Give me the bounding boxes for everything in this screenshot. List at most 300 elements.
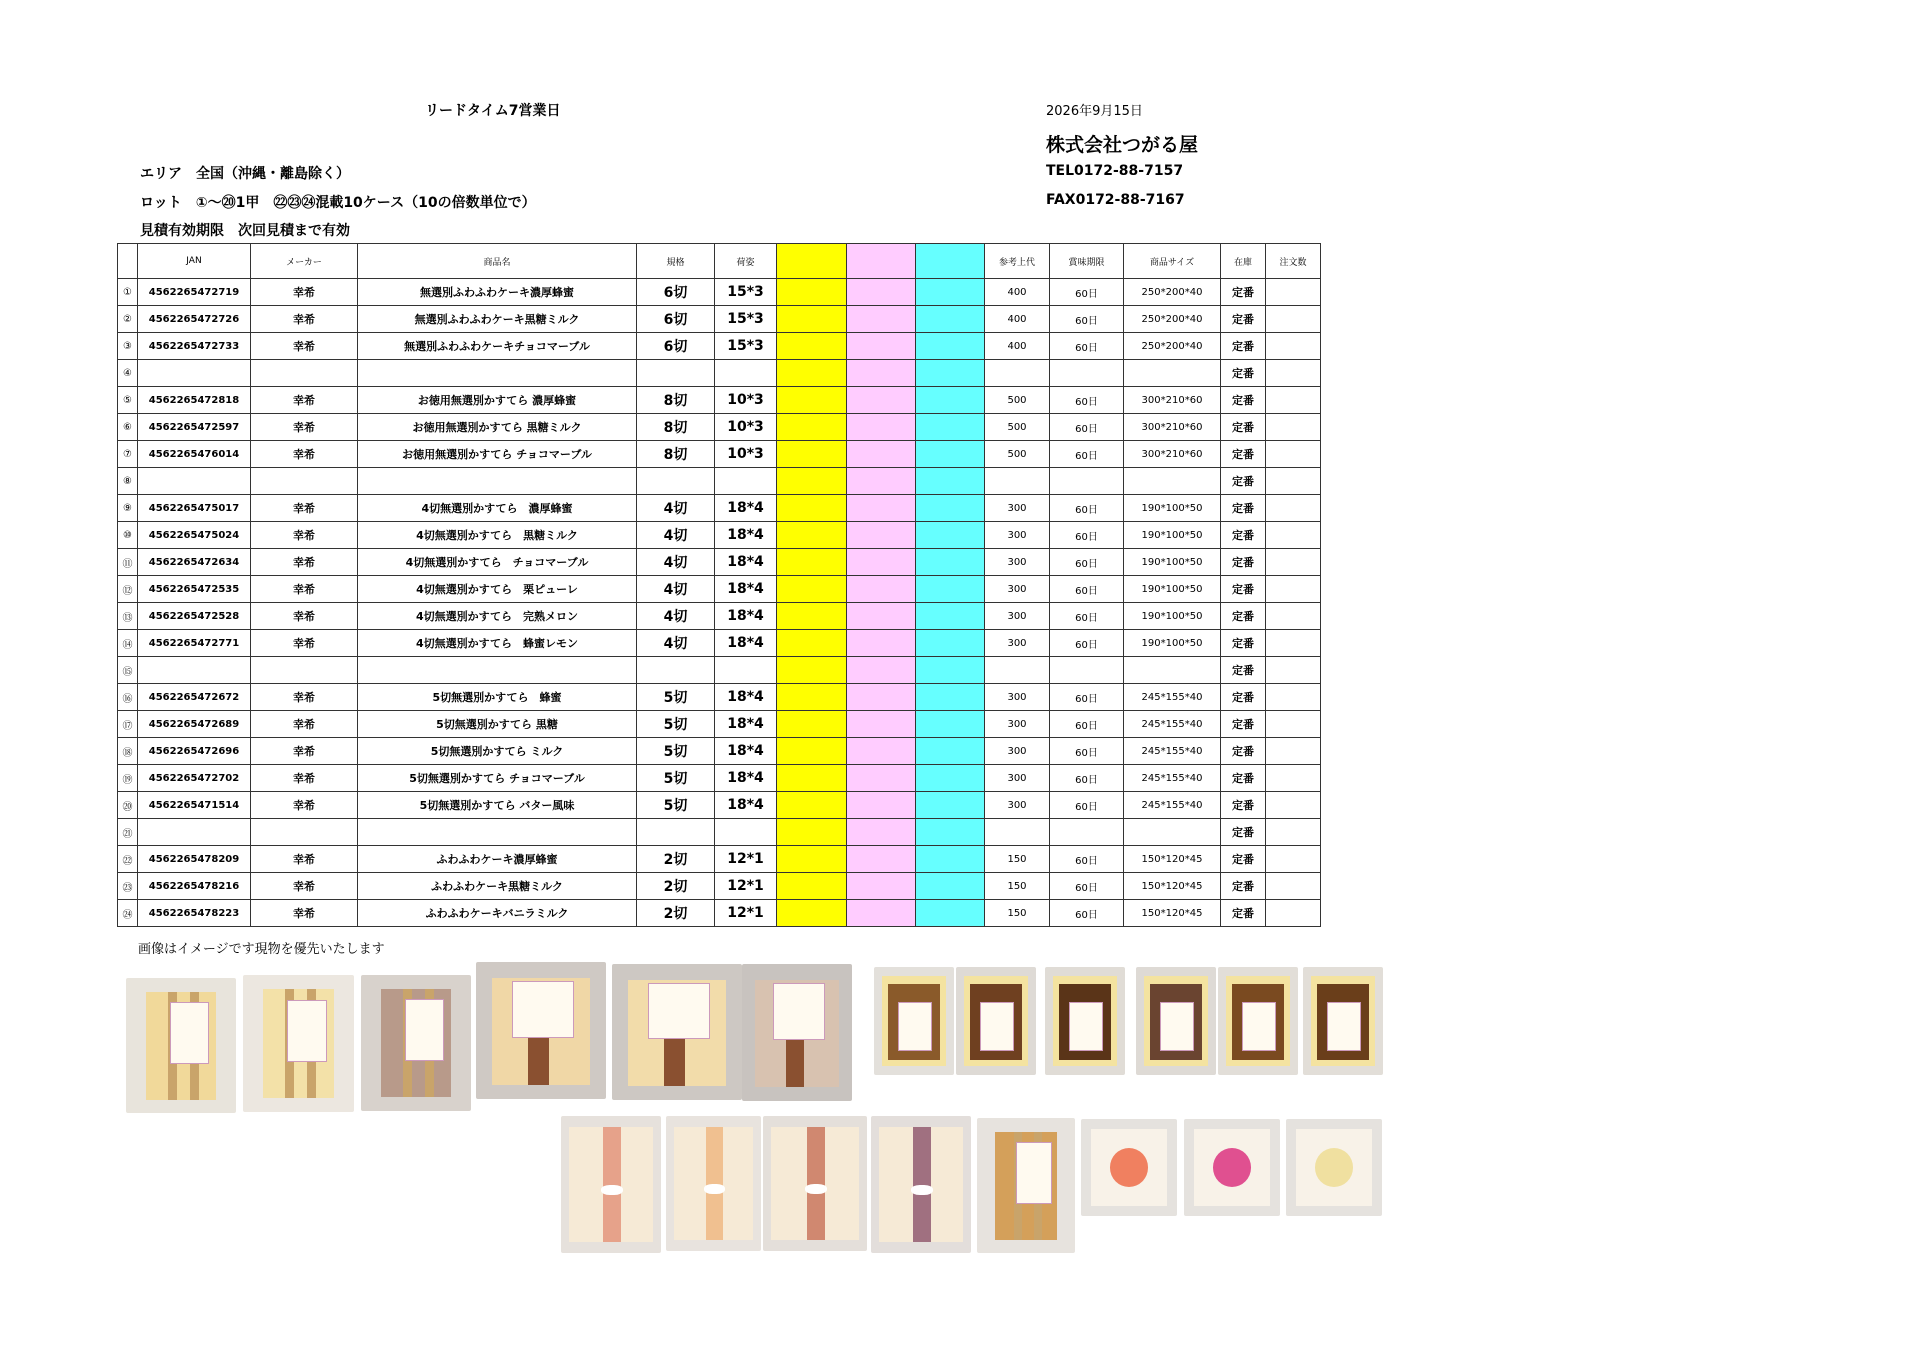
row-number: ⑲ xyxy=(118,765,138,792)
color-cell-cyan xyxy=(916,576,985,603)
color-cell-yellow xyxy=(777,279,847,306)
reference-price: 150 xyxy=(985,846,1050,873)
reference-price xyxy=(985,468,1050,495)
color-cell-yellow xyxy=(777,441,847,468)
order-quantity[interactable] xyxy=(1266,387,1321,414)
table-row xyxy=(118,657,1321,684)
product-name: 5切無選別かすてら 黒糖 xyxy=(358,711,637,738)
stock-status: 定番 xyxy=(1221,603,1266,630)
product-photo xyxy=(361,975,471,1111)
jan-code: 4562265472818 xyxy=(138,387,251,414)
product-photo xyxy=(1045,967,1125,1075)
color-cell-cyan xyxy=(916,387,985,414)
table-row xyxy=(118,495,1321,522)
product-size: 190*100*50 xyxy=(1124,603,1221,630)
pack: 18*4 xyxy=(715,684,777,711)
row-number: ⑦ xyxy=(118,441,138,468)
reference-price: 300 xyxy=(985,549,1050,576)
color-cell-yellow xyxy=(777,549,847,576)
row-number: ⑯ xyxy=(118,684,138,711)
color-cell-pink xyxy=(847,522,916,549)
product-photo xyxy=(1081,1119,1177,1216)
reference-price: 300 xyxy=(985,630,1050,657)
expiry: 60日 xyxy=(1050,441,1124,468)
color-cell-cyan xyxy=(916,657,985,684)
jan-code: 4562265472672 xyxy=(138,684,251,711)
expiry: 60日 xyxy=(1050,549,1124,576)
product-name xyxy=(358,819,637,846)
reference-price: 300 xyxy=(985,522,1050,549)
color-cell-cyan xyxy=(916,549,985,576)
jan-code: 4562265472634 xyxy=(138,549,251,576)
color-cell-pink xyxy=(847,603,916,630)
color-cell-cyan xyxy=(916,468,985,495)
product-name xyxy=(358,468,637,495)
color-cell-cyan xyxy=(916,765,985,792)
product-photo xyxy=(874,967,954,1075)
lead-time: リードタイム7営業日 xyxy=(425,103,561,119)
product-name: お徳用無選別かすてら 濃厚蜂蜜 xyxy=(358,387,637,414)
row-number: ⑫ xyxy=(118,576,138,603)
order-quantity[interactable] xyxy=(1266,441,1321,468)
reference-price xyxy=(985,360,1050,387)
expiry: 60日 xyxy=(1050,495,1124,522)
row-number: ⑩ xyxy=(118,522,138,549)
product-name: 4切無選別かすてら 黒糖ミルク xyxy=(358,522,637,549)
maker: 幸希 xyxy=(251,441,358,468)
pack: 10*3 xyxy=(715,387,777,414)
col-header-jan: JAN xyxy=(138,244,251,279)
product-photo xyxy=(1218,967,1298,1075)
product-photo xyxy=(126,978,236,1113)
pack: 18*4 xyxy=(715,711,777,738)
expiry: 60日 xyxy=(1050,630,1124,657)
order-quantity[interactable] xyxy=(1266,765,1321,792)
color-cell-yellow xyxy=(777,819,847,846)
reference-price xyxy=(985,657,1050,684)
row-number: ② xyxy=(118,306,138,333)
product-size: 245*155*40 xyxy=(1124,792,1221,819)
product-name: 5切無選別かすてら チョコマーブル xyxy=(358,765,637,792)
maker: 幸希 xyxy=(251,333,358,360)
pack: 12*1 xyxy=(715,873,777,900)
reference-price: 300 xyxy=(985,765,1050,792)
color-cell-yellow xyxy=(777,684,847,711)
spec: 2切 xyxy=(637,846,715,873)
order-quantity[interactable] xyxy=(1266,846,1321,873)
expiry: 60日 xyxy=(1050,522,1124,549)
color-cell-yellow xyxy=(777,792,847,819)
pack: 18*4 xyxy=(715,522,777,549)
spec: 2切 xyxy=(637,873,715,900)
product-name: 4切無選別かすてら 蜂蜜レモン xyxy=(358,630,637,657)
col-header-spec: 規格 xyxy=(637,244,715,279)
expiry: 60日 xyxy=(1050,387,1124,414)
table-row xyxy=(118,549,1321,576)
reference-price: 400 xyxy=(985,279,1050,306)
table-row xyxy=(118,360,1321,387)
color-cell-pink xyxy=(847,549,916,576)
order-quantity[interactable] xyxy=(1266,333,1321,360)
col-header-expiry: 賞味期限 xyxy=(1050,244,1124,279)
maker: 幸希 xyxy=(251,684,358,711)
order-quantity[interactable] xyxy=(1266,360,1321,387)
jan-code: 4562265472726 xyxy=(138,306,251,333)
order-quantity[interactable] xyxy=(1266,630,1321,657)
product-size: 245*155*40 xyxy=(1124,684,1221,711)
jan-code: 4562265472535 xyxy=(138,576,251,603)
product-name: お徳用無選別かすてら チョコマーブル xyxy=(358,441,637,468)
row-number: ④ xyxy=(118,360,138,387)
spec: 5切 xyxy=(637,738,715,765)
expiry: 60日 xyxy=(1050,576,1124,603)
order-quantity[interactable] xyxy=(1266,873,1321,900)
product-size: 300*210*60 xyxy=(1124,441,1221,468)
spec: 5切 xyxy=(637,684,715,711)
order-quantity[interactable] xyxy=(1266,306,1321,333)
col-header-pink xyxy=(847,244,916,279)
col-header-yellow xyxy=(777,244,847,279)
product-photo xyxy=(561,1116,661,1253)
stock-status: 定番 xyxy=(1221,468,1266,495)
reference-price xyxy=(985,819,1050,846)
order-quantity[interactable] xyxy=(1266,792,1321,819)
pack: 15*3 xyxy=(715,306,777,333)
pack: 18*4 xyxy=(715,576,777,603)
col-header-order: 注文数 xyxy=(1266,244,1321,279)
row-number: ⑰ xyxy=(118,711,138,738)
table-row xyxy=(118,603,1321,630)
stock-status: 定番 xyxy=(1221,522,1266,549)
row-number: ③ xyxy=(118,333,138,360)
reference-price: 500 xyxy=(985,414,1050,441)
spec: 4切 xyxy=(637,630,715,657)
color-cell-yellow xyxy=(777,387,847,414)
table-row xyxy=(118,792,1321,819)
color-cell-cyan xyxy=(916,360,985,387)
product-photo xyxy=(476,962,606,1099)
table-row xyxy=(118,765,1321,792)
product-name xyxy=(358,657,637,684)
color-cell-yellow xyxy=(777,360,847,387)
row-number: ㉓ xyxy=(118,873,138,900)
product-name: 無選別ふわふわケーキ濃厚蜂蜜 xyxy=(358,279,637,306)
spec: 6切 xyxy=(637,306,715,333)
row-number: ⑱ xyxy=(118,738,138,765)
col-header-pack: 荷姿 xyxy=(715,244,777,279)
product-size: 245*155*40 xyxy=(1124,711,1221,738)
color-cell-yellow xyxy=(777,603,847,630)
order-quantity[interactable] xyxy=(1266,549,1321,576)
color-cell-pink xyxy=(847,846,916,873)
spec: 5切 xyxy=(637,711,715,738)
pack: 10*3 xyxy=(715,441,777,468)
maker: 幸希 xyxy=(251,549,358,576)
spec: 8切 xyxy=(637,441,715,468)
expiry: 60日 xyxy=(1050,279,1124,306)
spec: 2切 xyxy=(637,900,715,927)
expiry xyxy=(1050,360,1124,387)
stock-status: 定番 xyxy=(1221,846,1266,873)
product-size xyxy=(1124,468,1221,495)
pack: 12*1 xyxy=(715,900,777,927)
spec xyxy=(637,468,715,495)
order-quantity[interactable] xyxy=(1266,576,1321,603)
table-row xyxy=(118,441,1321,468)
spec: 5切 xyxy=(637,765,715,792)
color-cell-cyan xyxy=(916,819,985,846)
stock-status: 定番 xyxy=(1221,738,1266,765)
product-size: 245*155*40 xyxy=(1124,738,1221,765)
row-number: ① xyxy=(118,279,138,306)
jan-code xyxy=(138,657,251,684)
product-name: 5切無選別かすてら 蜂蜜 xyxy=(358,684,637,711)
stock-status: 定番 xyxy=(1221,684,1266,711)
color-cell-yellow xyxy=(777,495,847,522)
reference-price: 300 xyxy=(985,684,1050,711)
stock-status: 定番 xyxy=(1221,333,1266,360)
color-cell-cyan xyxy=(916,684,985,711)
col-header-name: 商品名 xyxy=(358,244,637,279)
color-cell-pink xyxy=(847,576,916,603)
product-size: 190*100*50 xyxy=(1124,495,1221,522)
product-photo xyxy=(612,964,742,1100)
order-quantity[interactable] xyxy=(1266,738,1321,765)
order-quantity[interactable] xyxy=(1266,522,1321,549)
product-photo xyxy=(1286,1119,1382,1216)
product-name xyxy=(358,360,637,387)
maker: 幸希 xyxy=(251,279,358,306)
pack: 18*4 xyxy=(715,630,777,657)
product-name: 無選別ふわふわケーキ黒糖ミルク xyxy=(358,306,637,333)
reference-price: 150 xyxy=(985,873,1050,900)
area: エリア 全国（沖縄・離島除く） xyxy=(140,166,350,182)
expiry xyxy=(1050,819,1124,846)
color-cell-cyan xyxy=(916,495,985,522)
order-quantity[interactable] xyxy=(1266,684,1321,711)
pack: 15*3 xyxy=(715,279,777,306)
table-row xyxy=(118,846,1321,873)
color-cell-pink xyxy=(847,819,916,846)
stock-status: 定番 xyxy=(1221,279,1266,306)
color-cell-cyan xyxy=(916,603,985,630)
product-size: 150*120*45 xyxy=(1124,873,1221,900)
expiry: 60日 xyxy=(1050,900,1124,927)
expiry: 60日 xyxy=(1050,306,1124,333)
jan-code: 4562265472528 xyxy=(138,603,251,630)
stock-status: 定番 xyxy=(1221,549,1266,576)
lot: ロット ①～⑳1甲 ㉒㉓㉔混載10ケース（10の倍数単位で） xyxy=(140,195,536,211)
jan-code xyxy=(138,819,251,846)
product-name: 4切無選別かすてら 完熟メロン xyxy=(358,603,637,630)
stock-status: 定番 xyxy=(1221,657,1266,684)
product-size: 300*210*60 xyxy=(1124,387,1221,414)
pack: 18*4 xyxy=(715,495,777,522)
color-cell-pink xyxy=(847,306,916,333)
table-row xyxy=(118,711,1321,738)
color-cell-yellow xyxy=(777,846,847,873)
pack: 18*4 xyxy=(715,738,777,765)
color-cell-cyan xyxy=(916,414,985,441)
expiry: 60日 xyxy=(1050,846,1124,873)
jan-code: 4562265471514 xyxy=(138,792,251,819)
jan-code: 4562265475017 xyxy=(138,495,251,522)
row-number: ㉑ xyxy=(118,819,138,846)
table-row xyxy=(118,279,1321,306)
row-number: ⑤ xyxy=(118,387,138,414)
color-cell-yellow xyxy=(777,900,847,927)
color-cell-yellow xyxy=(777,522,847,549)
product-name: ふわふわケーキバニラミルク xyxy=(358,900,637,927)
pack: 12*1 xyxy=(715,846,777,873)
color-cell-cyan xyxy=(916,522,985,549)
table-row xyxy=(118,819,1321,846)
expiry xyxy=(1050,468,1124,495)
jan-code: 4562265475024 xyxy=(138,522,251,549)
jan-code: 4562265472696 xyxy=(138,738,251,765)
maker: 幸希 xyxy=(251,306,358,333)
order-quantity[interactable] xyxy=(1266,657,1321,684)
spec: 5切 xyxy=(637,792,715,819)
maker: 幸希 xyxy=(251,522,358,549)
jan-code xyxy=(138,468,251,495)
color-cell-pink xyxy=(847,387,916,414)
product-name: ふわふわケーキ濃厚蜂蜜 xyxy=(358,846,637,873)
maker: 幸希 xyxy=(251,873,358,900)
stock-status: 定番 xyxy=(1221,792,1266,819)
reference-price: 500 xyxy=(985,441,1050,468)
maker: 幸希 xyxy=(251,738,358,765)
col-header-index xyxy=(118,244,138,279)
maker: 幸希 xyxy=(251,765,358,792)
product-name: 4切無選別かすてら チョコマーブル xyxy=(358,549,637,576)
color-cell-pink xyxy=(847,657,916,684)
spec: 6切 xyxy=(637,333,715,360)
product-photo xyxy=(1303,967,1383,1075)
expiry: 60日 xyxy=(1050,738,1124,765)
pack: 15*3 xyxy=(715,333,777,360)
product-photo xyxy=(1184,1119,1280,1216)
stock-status: 定番 xyxy=(1221,900,1266,927)
stock-status: 定番 xyxy=(1221,495,1266,522)
order-quantity[interactable] xyxy=(1266,603,1321,630)
validity: 見積有効期限 次回見積まで有効 xyxy=(140,223,350,239)
color-cell-yellow xyxy=(777,306,847,333)
color-cell-yellow xyxy=(777,468,847,495)
maker: 幸希 xyxy=(251,414,358,441)
jan-code: 4562265472719 xyxy=(138,279,251,306)
maker: 幸希 xyxy=(251,495,358,522)
expiry: 60日 xyxy=(1050,711,1124,738)
col-header-price: 参考上代 xyxy=(985,244,1050,279)
color-cell-pink xyxy=(847,711,916,738)
color-cell-pink xyxy=(847,360,916,387)
table-row xyxy=(118,306,1321,333)
color-cell-yellow xyxy=(777,738,847,765)
maker: 幸希 xyxy=(251,603,358,630)
row-number: ⑮ xyxy=(118,657,138,684)
quote-table xyxy=(117,243,1321,927)
maker: 幸希 xyxy=(251,792,358,819)
product-name: 4切無選別かすてら 栗ピューレ xyxy=(358,576,637,603)
order-quantity[interactable] xyxy=(1266,468,1321,495)
table-row xyxy=(118,414,1321,441)
color-cell-cyan xyxy=(916,846,985,873)
jan-code: 4562265472733 xyxy=(138,333,251,360)
row-number: ⑬ xyxy=(118,603,138,630)
jan-code: 4562265472689 xyxy=(138,711,251,738)
product-size xyxy=(1124,360,1221,387)
jan-code: 4562265478209 xyxy=(138,846,251,873)
order-quantity[interactable] xyxy=(1266,414,1321,441)
spec: 8切 xyxy=(637,387,715,414)
spec: 4切 xyxy=(637,495,715,522)
color-cell-cyan xyxy=(916,738,985,765)
expiry: 60日 xyxy=(1050,684,1124,711)
pack xyxy=(715,468,777,495)
expiry: 60日 xyxy=(1050,333,1124,360)
pack xyxy=(715,360,777,387)
expiry: 60日 xyxy=(1050,792,1124,819)
color-cell-pink xyxy=(847,495,916,522)
product-name: 4切無選別かすてら 濃厚蜂蜜 xyxy=(358,495,637,522)
jan-code xyxy=(138,360,251,387)
product-size: 250*200*40 xyxy=(1124,333,1221,360)
expiry: 60日 xyxy=(1050,765,1124,792)
color-cell-yellow xyxy=(777,576,847,603)
product-size: 250*200*40 xyxy=(1124,306,1221,333)
row-number: ⑥ xyxy=(118,414,138,441)
spec: 4切 xyxy=(637,549,715,576)
pack: 18*4 xyxy=(715,792,777,819)
color-cell-pink xyxy=(847,684,916,711)
stock-status: 定番 xyxy=(1221,630,1266,657)
table-row xyxy=(118,522,1321,549)
order-quantity[interactable] xyxy=(1266,279,1321,306)
pack xyxy=(715,657,777,684)
company-name: 株式会社つがる屋 xyxy=(1046,134,1199,156)
table-row xyxy=(118,387,1321,414)
reference-price: 300 xyxy=(985,603,1050,630)
stock-status: 定番 xyxy=(1221,360,1266,387)
row-number: ⑨ xyxy=(118,495,138,522)
expiry xyxy=(1050,657,1124,684)
product-photo xyxy=(956,967,1036,1075)
color-cell-pink xyxy=(847,900,916,927)
spec xyxy=(637,657,715,684)
product-name: お徳用無選別かすてら 黒糖ミルク xyxy=(358,414,637,441)
stock-status: 定番 xyxy=(1221,414,1266,441)
jan-code: 4562265472771 xyxy=(138,630,251,657)
reference-price: 150 xyxy=(985,900,1050,927)
jan-code: 4562265472597 xyxy=(138,414,251,441)
order-quantity[interactable] xyxy=(1266,495,1321,522)
maker: 幸希 xyxy=(251,576,358,603)
color-cell-pink xyxy=(847,333,916,360)
product-size: 250*200*40 xyxy=(1124,279,1221,306)
pack: 10*3 xyxy=(715,414,777,441)
product-size xyxy=(1124,657,1221,684)
expiry: 60日 xyxy=(1050,603,1124,630)
color-cell-pink xyxy=(847,414,916,441)
product-size: 150*120*45 xyxy=(1124,846,1221,873)
order-quantity[interactable] xyxy=(1266,819,1321,846)
order-quantity[interactable] xyxy=(1266,711,1321,738)
table-row xyxy=(118,873,1321,900)
order-quantity[interactable] xyxy=(1266,900,1321,927)
reference-price: 300 xyxy=(985,495,1050,522)
table-row xyxy=(118,468,1321,495)
